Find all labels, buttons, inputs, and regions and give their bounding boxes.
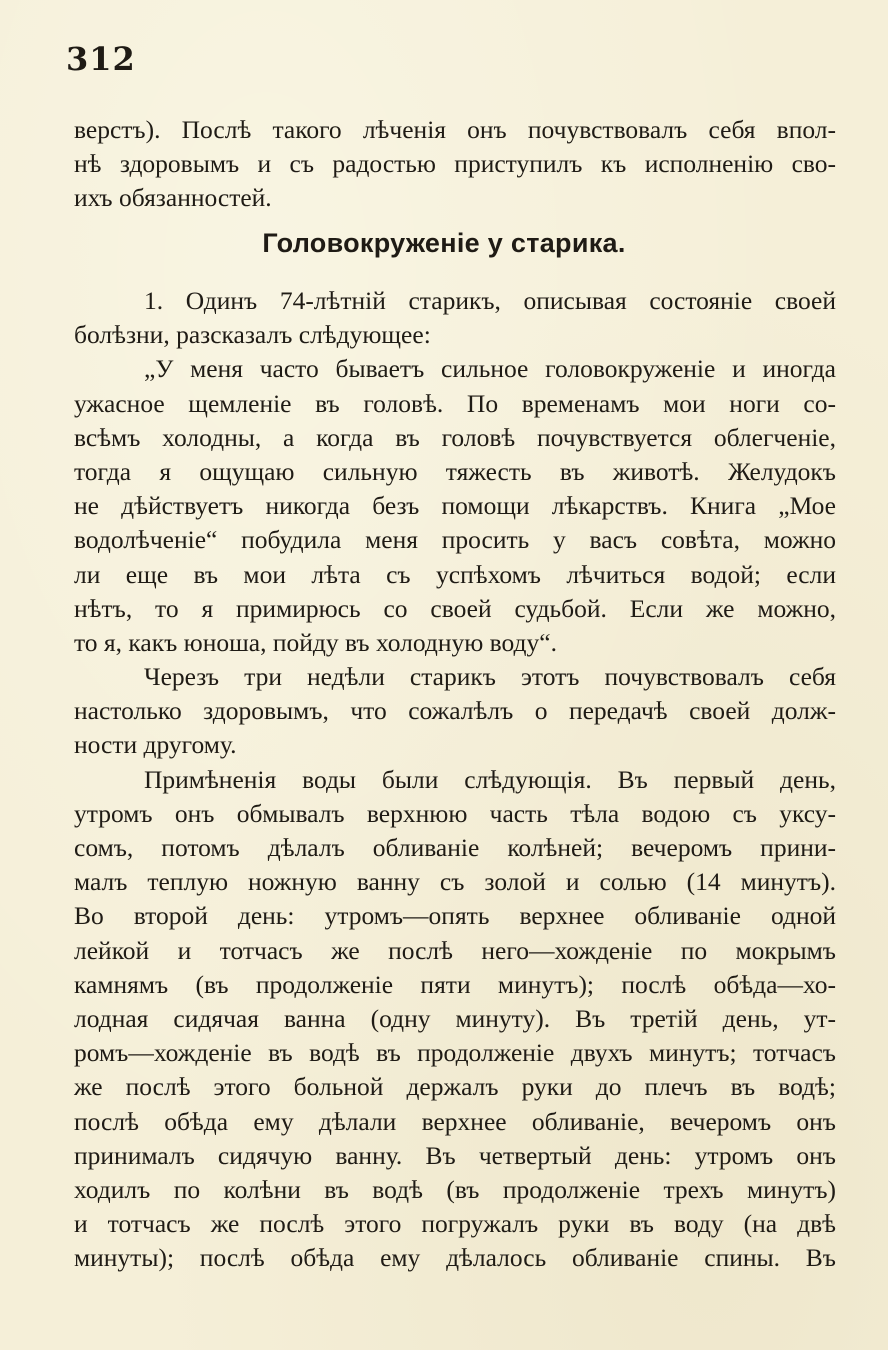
text-line: ли еще въ мои лѣта съ успѣхомъ лѣчиться водой; если bbox=[74, 559, 836, 589]
text-line: „У меня часто бываетъ сильное головокруженіе и иногда bbox=[144, 354, 836, 384]
text-line: малъ теплую ножную ванну съ золой и солью (14 минутъ). bbox=[74, 867, 836, 897]
text-line: 1. Одинъ 74-лѣтній старикъ, описывая состояніе своей bbox=[144, 286, 836, 315]
section-heading: Головокруженіе у старика. bbox=[262, 228, 626, 258]
text-line: лодная сидячая ванна (одну минуту). Въ третій день, ут- bbox=[74, 1003, 836, 1033]
text-line: нѣ здоровымъ и съ радостью приступилъ къ исполненію сво- bbox=[74, 149, 836, 179]
text-line: настолько здоровымъ, что сожалѣлъ о передачѣ своей долж- bbox=[74, 696, 836, 726]
text-line: принималъ сидячую ванну. Въ четвертый день: утромъ онъ bbox=[74, 1140, 836, 1170]
text-line: ности другому. bbox=[74, 730, 237, 760]
intro-paragraph bbox=[74, 113, 836, 216]
text-line: Черезъ три недѣли старикъ этотъ почувствовалъ себя bbox=[144, 662, 836, 692]
text-line: сомъ, потомъ дѣлалъ обливаніе колѣней; вечеромъ прини- bbox=[74, 833, 836, 862]
text-line: тогда я ощущаю сильную тяжесть въ животѣ. Желудокъ bbox=[74, 456, 836, 486]
text-line: минуты); послѣ обѣда ему дѣлалось обливаніе спины. Въ bbox=[74, 1243, 836, 1273]
text-line: ходилъ по колѣни въ водѣ (въ продолженіе трехъ минутъ) bbox=[74, 1174, 836, 1204]
text-line: болѣзни, разсказалъ слѣдующее: bbox=[74, 320, 431, 350]
paragraph bbox=[74, 660, 836, 763]
paragraph bbox=[74, 352, 836, 660]
text-line: водолѣченіе“ побудила меня просить у васъ совѣта, можно bbox=[74, 525, 836, 555]
text-line: Во второй день: утромъ—опять верхнее обливаніе одной bbox=[74, 901, 836, 931]
text-line: всѣмъ холодны, а когда въ головѣ почувствуется облегченіе, bbox=[74, 422, 836, 452]
text-line: ихъ обязанностей. bbox=[74, 183, 272, 213]
text-line: утромъ онъ обмывалъ верхнюю часть тѣла водою съ уксу- bbox=[74, 798, 836, 828]
text-line: послѣ обѣда ему дѣлали верхнее обливаніе, вечеромъ онъ bbox=[74, 1106, 836, 1136]
text-line: верстъ). Послѣ такого лѣченія онъ почувствовалъ себя впол- bbox=[74, 115, 836, 144]
text-line: то я, какъ юноша, пойду въ холодную воду“. bbox=[74, 627, 557, 657]
text-line: не дѣйствуетъ никогда безъ помощи лѣкарствъ. Книга „Мое bbox=[74, 491, 836, 521]
text-line: же послѣ этого больной держалъ руки до плечъ въ водѣ; bbox=[74, 1072, 836, 1102]
text-line: камнямъ (въ продолженіе пяти минутъ); послѣ обѣда—хо- bbox=[74, 969, 836, 999]
text-line: ромъ—хожденіе въ водѣ въ продолженіе двухъ минутъ; тотчасъ bbox=[74, 1038, 836, 1068]
main-text bbox=[74, 284, 836, 1275]
text-line: Примѣненія воды были слѣдующія. Въ первый день, bbox=[144, 764, 836, 794]
paragraph bbox=[74, 284, 836, 352]
text-line: и тотчасъ же послѣ этого погружалъ руки въ воду (на двѣ bbox=[74, 1209, 836, 1239]
paragraph bbox=[74, 763, 836, 1276]
text-line: лейкой и тотчасъ же послѣ него—хожденіе по мокрымъ bbox=[74, 935, 836, 965]
text-line: ужасное щемленіе въ головѣ. По временамъ мои ноги со- bbox=[74, 388, 836, 418]
page-number: 312 bbox=[66, 40, 136, 78]
text-line: нѣтъ, то я примирюсь со своей судьбой. Если же можно, bbox=[74, 593, 836, 623]
